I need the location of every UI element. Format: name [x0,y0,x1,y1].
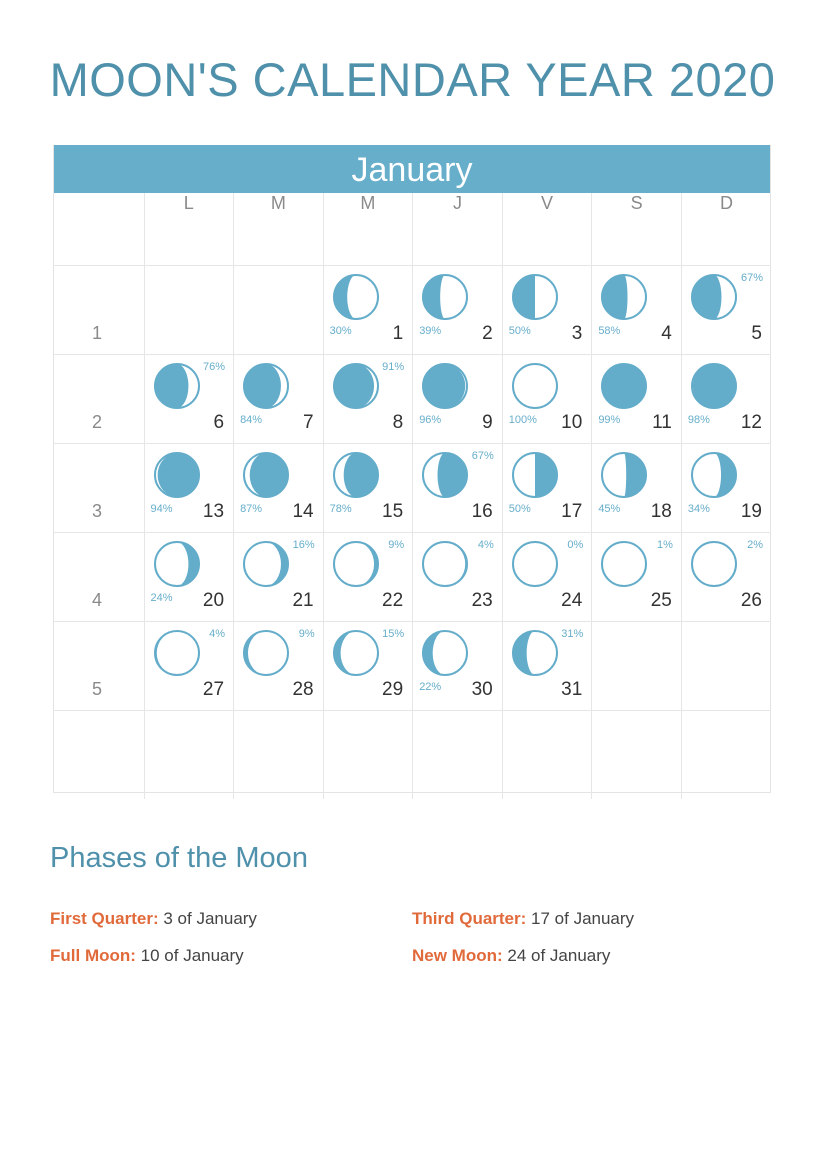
week-number-cell [54,622,144,711]
moon-shadow [603,364,647,408]
day-number: 8 [392,412,404,433]
day-number: 15 [382,501,404,522]
day-cell [502,622,592,711]
day-number: 6 [213,412,225,433]
empty-day-cell [681,622,771,711]
illumination-percent: 100% [508,414,537,426]
empty-day-cell [413,711,503,800]
illumination-percent: 91% [382,361,405,373]
phase-value: 24 of January [507,946,611,965]
moon-phase-icon [510,539,560,589]
weekday-header: J [413,193,503,266]
weekday-header: S [592,193,682,266]
moon-phase-icon [599,361,649,411]
week-number-cell [54,711,144,800]
illumination-percent: 84% [240,414,263,426]
illumination-percent: 4% [209,628,226,640]
moon-phase-icon [689,450,739,500]
day-number: 13 [202,501,225,522]
moon-phase-icon [420,450,470,500]
day-number: 23 [471,590,493,611]
moon-phase-icon [331,450,381,500]
day-cell [413,355,503,444]
illumination-percent: 96% [419,414,442,426]
moon-shadow [602,275,628,319]
day-number: 5 [751,323,762,344]
illumination-percent: 15% [382,628,405,640]
illumination-percent: 39% [419,325,442,337]
moon-phase-icon [152,628,202,678]
illumination-percent: 4% [477,539,494,551]
day-number: 28 [292,679,314,700]
day-cell [413,444,503,533]
day-cell [681,533,771,622]
day-cell [144,622,234,711]
day-cell [234,622,324,711]
day-number: 7 [303,412,314,433]
illumination-percent: 22% [419,681,442,693]
moon-phase-icon [599,450,649,500]
day-cell [323,622,413,711]
day-cell [144,355,234,444]
day-cell [413,266,503,355]
illumination-percent: 30% [329,325,352,337]
week-row [54,355,771,444]
page-title: MOON'S CALENDAR YEAR 2020 [49,53,776,106]
moon-phase-icon [510,450,560,500]
day-number: 2 [482,323,493,344]
week-row [54,622,771,711]
illumination-percent: 87% [240,503,263,515]
day-cell [323,444,413,533]
day-number: 4 [661,323,672,344]
moon-phase-icon [331,628,381,678]
week-number: 2 [92,412,103,432]
day-cell [681,444,771,533]
week-number-cell [54,444,144,533]
calendar [53,145,771,793]
week-row [54,711,771,800]
day-cell [413,533,503,622]
day-number: 20 [202,590,225,611]
empty-day-cell [323,711,413,800]
moon-phase-icon [420,361,470,411]
day-cell [592,266,682,355]
phase-label: Third Quarter: [412,909,527,928]
weekday-header: V [502,193,592,266]
month-header: January [54,145,770,193]
day-number: 26 [740,590,762,611]
week-row [54,533,771,622]
empty-day-cell [234,711,324,800]
week-number: 1 [92,323,103,343]
day-number: 10 [561,412,583,433]
moon-shadow [624,453,646,497]
empty-day-cell [502,711,592,800]
week-number-cell [54,355,144,444]
moon-phase-icon [689,539,739,589]
moon-shadow [693,364,736,408]
moon-phase-icon [689,272,739,322]
illumination-percent: 1% [656,539,673,551]
day-cell [234,444,324,533]
moon-phase-icon [510,272,560,322]
phase-value: 10 of January [140,946,244,965]
moon-phase-icon [331,539,381,589]
illumination-percent: 67% [471,450,494,462]
illumination-percent: 24% [150,592,173,604]
day-cell [323,266,413,355]
moon-shadow [535,453,557,497]
day-cell [502,266,592,355]
week-number-header [54,193,144,266]
day-number: 24 [561,590,583,611]
phase-value: 3 of January [163,909,257,928]
day-cell [681,355,771,444]
illumination-percent: 98% [687,414,710,426]
day-cell [592,444,682,533]
illumination-percent: 58% [598,325,621,337]
illumination-percent: 16% [292,539,315,551]
illumination-percent: 9% [298,628,315,640]
illumination-percent: 99% [598,414,621,426]
day-number: 14 [292,501,314,522]
weekday-header: M [323,193,413,266]
illumination-percent: 94% [150,503,173,515]
day-number: 21 [292,590,314,611]
day-cell [681,266,771,355]
moon-shadow [438,453,467,497]
week-number-cell [54,533,144,622]
moon-shadow [692,275,721,319]
day-number: 3 [571,323,583,344]
phase-full-moon [50,946,244,966]
day-number: 31 [561,679,583,700]
day-cell [144,533,234,622]
day-cell [413,622,503,711]
moon-phase-icon [241,539,291,589]
moon-phase-icon [241,628,291,678]
empty-day-cell [592,622,682,711]
illumination-percent: 45% [598,503,621,515]
week-number: 5 [92,679,103,699]
empty-day-cell [144,266,234,355]
weekday-header: M [234,193,324,266]
illumination-percent: 76% [203,361,226,373]
moon-phase-icon [241,361,291,411]
moon-phase-icon [331,272,381,322]
phase-label: Full Moon: [50,946,136,965]
day-cell [323,355,413,444]
day-number: 27 [202,679,225,700]
moon-phase-icon [331,361,381,411]
day-number: 18 [650,501,672,522]
phase-new-moon [412,946,610,966]
empty-day-cell [681,711,771,800]
day-cell [234,533,324,622]
moon-phase-icon [420,272,470,322]
day-number: 9 [482,412,493,433]
day-number: 30 [471,679,493,700]
moon-shadow [513,275,535,319]
moon-phase-icon [420,539,470,589]
illumination-percent: 34% [687,503,710,515]
phase-first-quarter [50,909,257,929]
illumination-percent: 78% [329,503,352,515]
day-cell [234,355,324,444]
empty-day-cell [234,266,324,355]
illumination-percent: 2% [747,539,763,551]
week-number-cell [54,266,144,355]
illumination-percent: 31% [561,628,584,640]
phase-third-quarter [412,909,634,929]
weekday-header: L [144,193,234,266]
illumination-percent: 50% [508,503,531,515]
weekday-header-row [54,193,771,266]
moon-phase-icon [152,450,202,500]
moon-phase-icon [420,628,470,678]
moon-disc [513,364,557,408]
moon-disc [513,542,557,586]
day-number: 22 [382,590,404,611]
day-cell [144,444,234,533]
phase-label: First Quarter: [50,909,159,928]
day-number: 29 [382,679,404,700]
day-cell [592,533,682,622]
week-number: 3 [92,501,103,521]
day-cell [592,355,682,444]
week-row [54,266,771,355]
moon-phase-icon [599,272,649,322]
moon-phase-icon [510,361,560,411]
illumination-percent: 67% [740,272,763,284]
day-number: 16 [471,501,493,522]
day-number: 25 [650,590,672,611]
moon-phase-icon [152,539,202,589]
illumination-percent: 9% [388,539,405,551]
day-number: 11 [652,412,672,433]
empty-day-cell [144,711,234,800]
moon-phase-icon [152,361,202,411]
moon-phase-icon [599,539,649,589]
day-number: 12 [740,412,762,433]
phase-label: New Moon: [412,946,503,965]
illumination-percent: 0% [567,539,584,551]
weekday-header: D [681,193,771,266]
day-number: 1 [392,323,404,344]
day-cell [502,355,592,444]
day-number: 17 [561,501,583,522]
week-number: 4 [92,590,103,610]
day-cell [323,533,413,622]
empty-day-cell [592,711,682,800]
calendar-grid [54,193,771,799]
day-cell [502,533,592,622]
illumination-percent: 50% [508,325,531,337]
moon-phase-icon [689,361,739,411]
moon-phase-icon [241,450,291,500]
phases-title: Phases of the Moon [50,842,308,874]
day-number: 19 [740,501,762,522]
phase-value: 17 of January [531,909,635,928]
moon-shadow [423,364,465,408]
day-cell [502,444,592,533]
moon-phase-icon [510,628,560,678]
week-row [54,444,771,533]
